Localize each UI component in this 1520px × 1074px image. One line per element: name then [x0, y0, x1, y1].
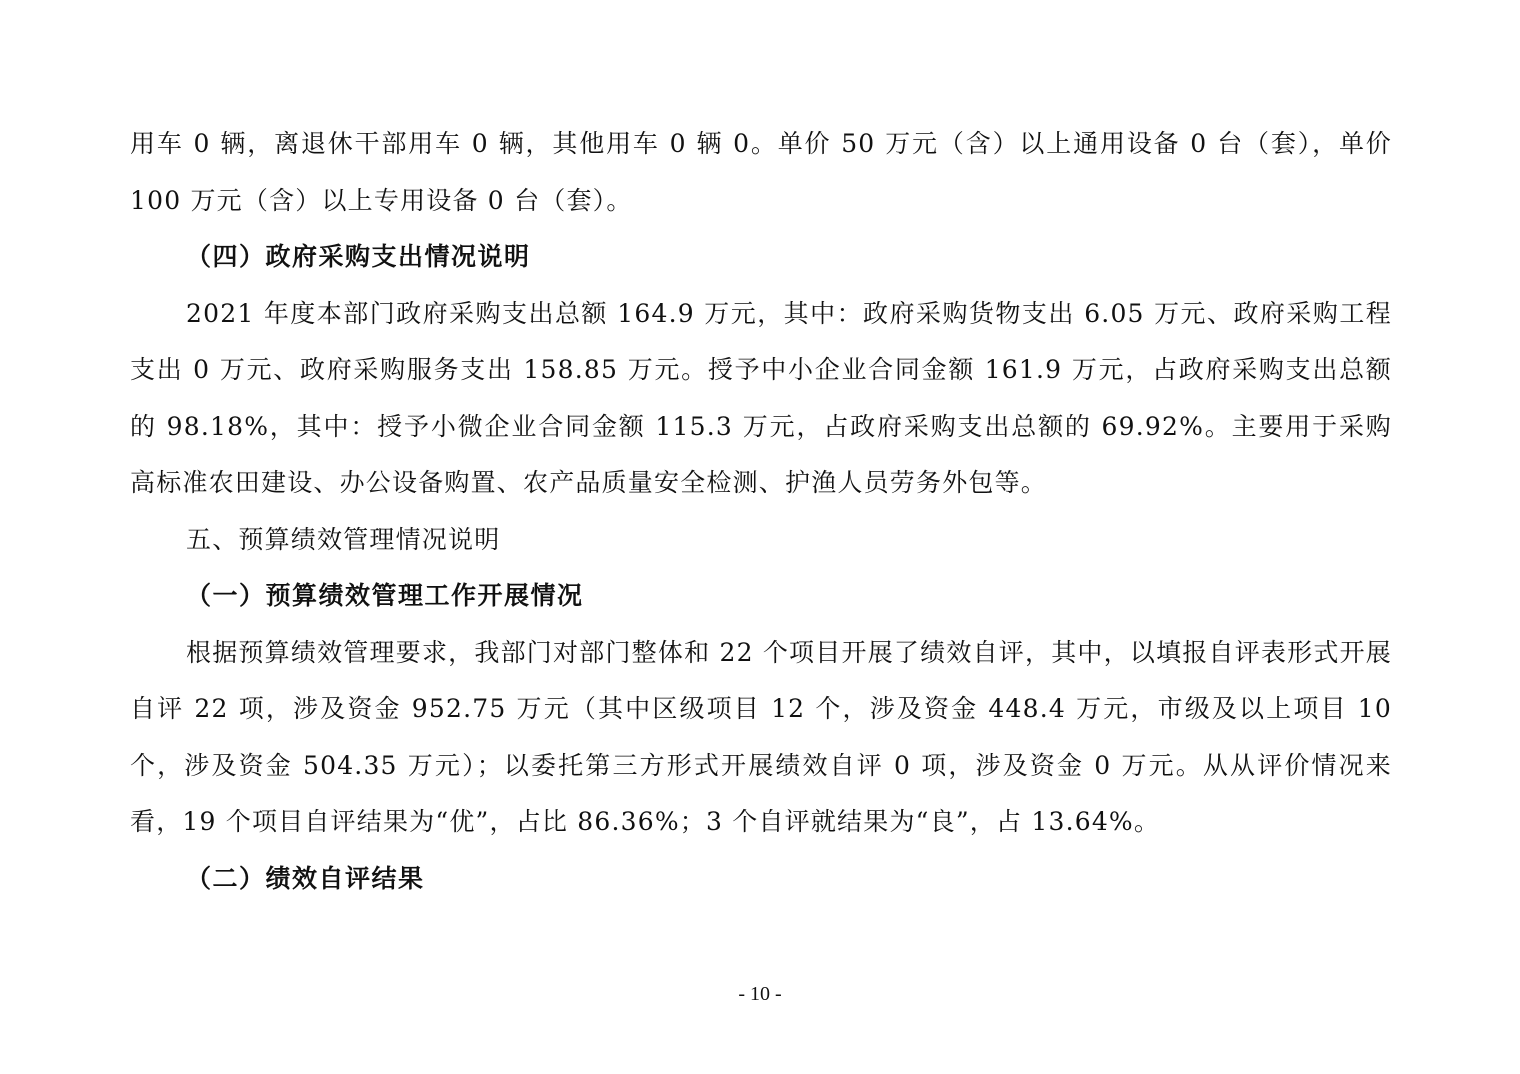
section-heading-self-evaluation-results: （二）绩效自评结果 — [186, 863, 425, 893]
paragraph-procurement: 2021 年度本部门政府采购支出总额 164.9 万元，其中：政府采购货物支出 6.05 万元、政府采购工程支出 0 万元、政府采购服务支出 158.85 万元。授予中小企业合同金额 161.9 万元，占政府采购支出总额的 98.18%，其中：授予小微企业合同金额 115.3 万元，占政府采购支出总额的 69.92%。主要用于采购高标准农田建设、办公设备购置、农产品质量安全检测、护渔人员劳务外包等。 — [130, 298, 1392, 497]
page-number: - 10 - — [738, 983, 782, 1005]
paragraph-vehicles-equipment: 用车 0 辆，离退休干部用车 0 辆，其他用车 0 辆 0。单价 50 万元（含）以上通用设备 0 台（套），单价 100 万元（含）以上专用设备 0 台（套）。 — [130, 129, 1392, 215]
section-heading-performance-work: （一）预算绩效管理工作开展情况 — [186, 581, 584, 610]
page-body — [130, 116, 1392, 907]
section-heading-procurement: （四）政府采购支出情况说明 — [186, 242, 531, 271]
chapter-heading-performance: 五、预算绩效管理情况说明 — [186, 524, 501, 554]
paragraph-performance-evaluation: 根据预算绩效管理要求，我部门对部门整体和 22 个项目开展了绩效自评，其中，以填报自评表形式开展自评 22 项，涉及资金 952.75 万元（其中区级项目 12 个，涉及资金 448.4 万元，市级及以上项目 10 个，涉及资金 504.35 万元）；以委托第三方形式开展绩效自评 0 项，涉及资金 0 万元。从从评价情况来看，19 个项目自评结果为“优”，占比 86.36%；3 个自评就结果为“良”，占 13.64%。 — [130, 637, 1392, 836]
